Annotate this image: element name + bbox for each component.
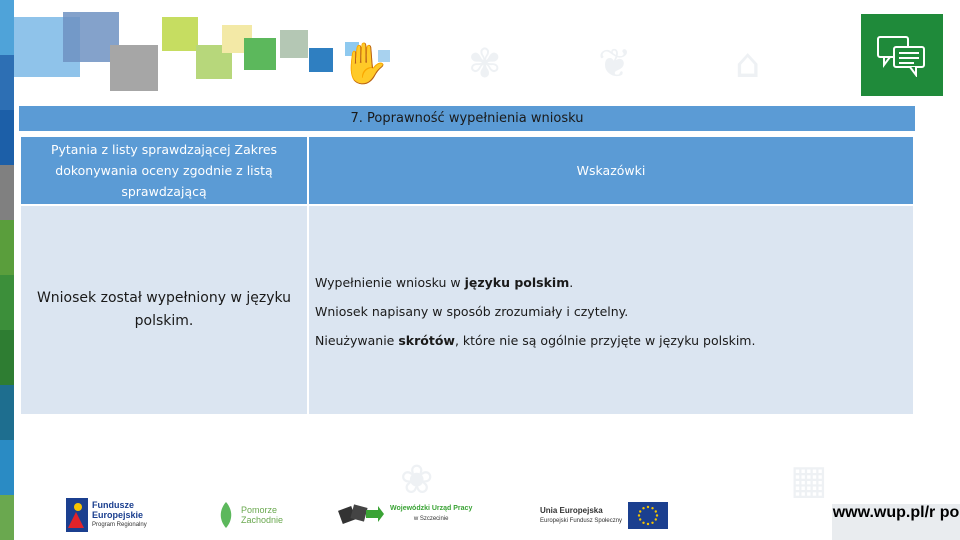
left-color-strip (0, 0, 14, 540)
windmill-icon: ✾ (468, 41, 502, 87)
question-cell (21, 206, 307, 414)
hand-icon: ✋ (340, 41, 390, 87)
fence-icon: ▦ (790, 457, 828, 503)
footer-logos (0, 490, 960, 540)
checklist-table (19, 106, 915, 416)
wup-blocks-icon (338, 500, 384, 528)
hint-item: Wypełnienie wniosku w języku polskim. (315, 275, 574, 290)
column-header-questions (21, 137, 307, 204)
leaf-icon: ❦ (598, 41, 632, 87)
pomorze-leaf-icon (215, 500, 237, 530)
chat-badge (861, 14, 943, 96)
column-header-hints-label: Wskazówki (576, 163, 646, 178)
hint-item: Wniosek napisany w sposób zrozumiały i czytelny. (315, 304, 629, 319)
website-url[interactable]: www.wup.pl/r po (832, 504, 960, 540)
sign-icon: ⌂ (735, 41, 761, 87)
speech-bubbles-icon (876, 33, 928, 77)
column-header-questions-label: Pytania z listy sprawdzającej Zakres dokonywania oceny zgodnie z listą sprawdzającą (50, 142, 278, 199)
hint-item: Nieużywanie skrótów, które nie są ogólnie przyjęte w języku polskim. (315, 333, 756, 348)
logo-pomorze-zachodnie: Pomorze Zachodnie (215, 500, 283, 530)
table-section-title: 7. Poprawność wypełnienia wniosku (19, 106, 915, 134)
question-text: Wniosek został wypełniony w języku polskim. (36, 290, 292, 329)
plant-icon: ❀ (400, 457, 434, 503)
fundusze-europejskie-icon (66, 498, 88, 532)
column-header-hints (309, 137, 913, 204)
logo-fundusze-europejskie: Fundusze Europejskie Program Regionalny (66, 498, 147, 532)
logo-unia-europejska: Unia Europejska Europejski Fundusz Społeczny (540, 502, 668, 529)
logo-wup-szczecin: Wojewódzki Urząd Pracy w Szczecinie (338, 500, 472, 528)
eu-flag-icon (628, 502, 668, 529)
hints-cell (309, 206, 913, 414)
